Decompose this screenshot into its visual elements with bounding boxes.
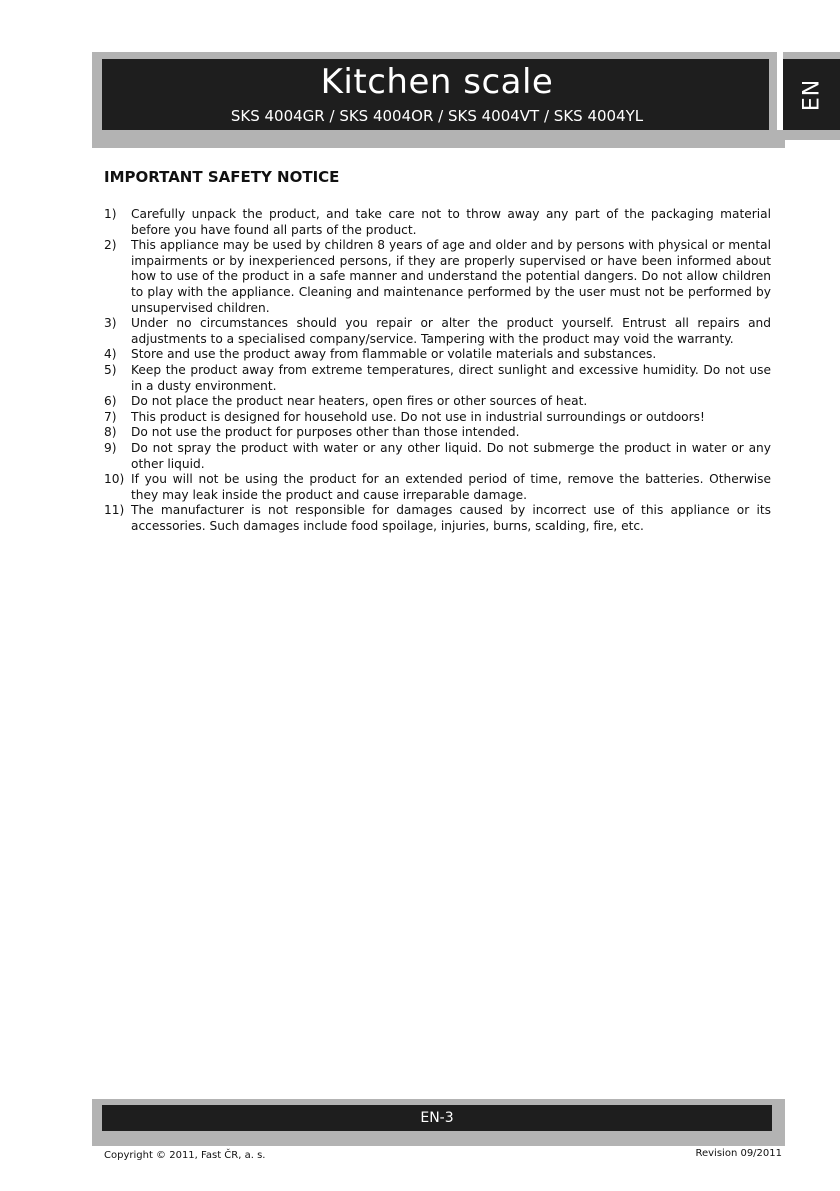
item-text: Keep the product away from extreme temperatures, direct sunlight and excessive humidity. Do not use in a dusty environment.	[131, 362, 771, 393]
list-item	[104, 363, 771, 394]
item-text: This appliance may be used by children 8 years of age and older and by persons with physical or mental impairments or by inexperienced persons, if they are properly supervised or have been informed about how to use of the product in a safe manner and understand the potential dangers. Do not allow children to play with the appliance. Cleaning and maintenance performed by the user must not be performed by unsupervised children.	[131, 238, 771, 315]
item-text: Do not use the product for purposes other than those intended.	[131, 425, 520, 440]
item-text: If you will not be using the product for an extended period of time, remove the batteries. Otherwise they may leak inside the product and cause irreparable damage.	[131, 472, 771, 502]
item-text: Under no circumstances should you repair or alter the product yourself. Entrust all repairs and adjustments to a specialised company/service. Tampering with the product may void the warranty.	[131, 316, 771, 346]
safety-notice-list	[104, 207, 771, 534]
item-text: Store and use the product away from flammable or volatile materials and substances.	[131, 347, 657, 362]
item-number: 8)	[104, 425, 117, 440]
document-title: Kitchen scale	[320, 62, 554, 102]
item-number: 7)	[104, 409, 117, 424]
list-item	[104, 316, 771, 347]
page-number: EN-3	[420, 1110, 454, 1126]
list-item	[104, 425, 771, 441]
section-heading: IMPORTANT SAFETY NOTICE	[104, 168, 340, 186]
item-text: This product is designed for household use. Do not use in industrial surroundings or outdoors!	[131, 409, 705, 424]
list-item	[104, 410, 771, 426]
item-number: 3)	[104, 316, 117, 331]
list-item	[104, 441, 771, 472]
list-item	[104, 207, 771, 238]
item-number: 9)	[104, 440, 117, 455]
header-banner	[102, 59, 772, 130]
list-item	[104, 394, 771, 410]
item-text: Do not place the product near heaters, open fires or other sources of heat.	[131, 394, 588, 409]
revision-text: Revision 09/2011	[695, 1148, 782, 1159]
list-item	[104, 238, 771, 316]
list-item	[104, 472, 771, 503]
language-tab	[783, 59, 840, 130]
list-item	[104, 503, 771, 534]
page-number-bar	[102, 1105, 772, 1131]
item-number: 6)	[104, 394, 117, 409]
item-number: 2)	[104, 238, 117, 253]
item-number: 5)	[104, 362, 117, 377]
item-number: 1)	[104, 207, 117, 221]
copyright-text: Copyright © 2011, Fast ČR, a. s.	[104, 1150, 266, 1161]
model-numbers: SKS 4004GR / SKS 4004OR / SKS 4004VT / SKS 4004YL	[230, 107, 644, 125]
item-text: Carefully unpack the product, and take care not to throw away any part of the packaging material before you have found all parts of the product.	[131, 207, 771, 237]
item-number: 11)	[104, 503, 125, 518]
item-text: Do not spray the product with water or any other liquid. Do not submerge the product in water or any other liquid.	[131, 440, 771, 471]
item-number: 4)	[104, 347, 117, 362]
language-code: EN	[799, 78, 824, 111]
item-number: 10)	[104, 472, 125, 487]
item-text: The manufacturer is not responsible for damages caused by incorrect use of this appliance or its accessories. Such damages include food spoilage, injuries, burns, scalding, fire, etc.	[131, 503, 771, 533]
list-item	[104, 347, 771, 363]
